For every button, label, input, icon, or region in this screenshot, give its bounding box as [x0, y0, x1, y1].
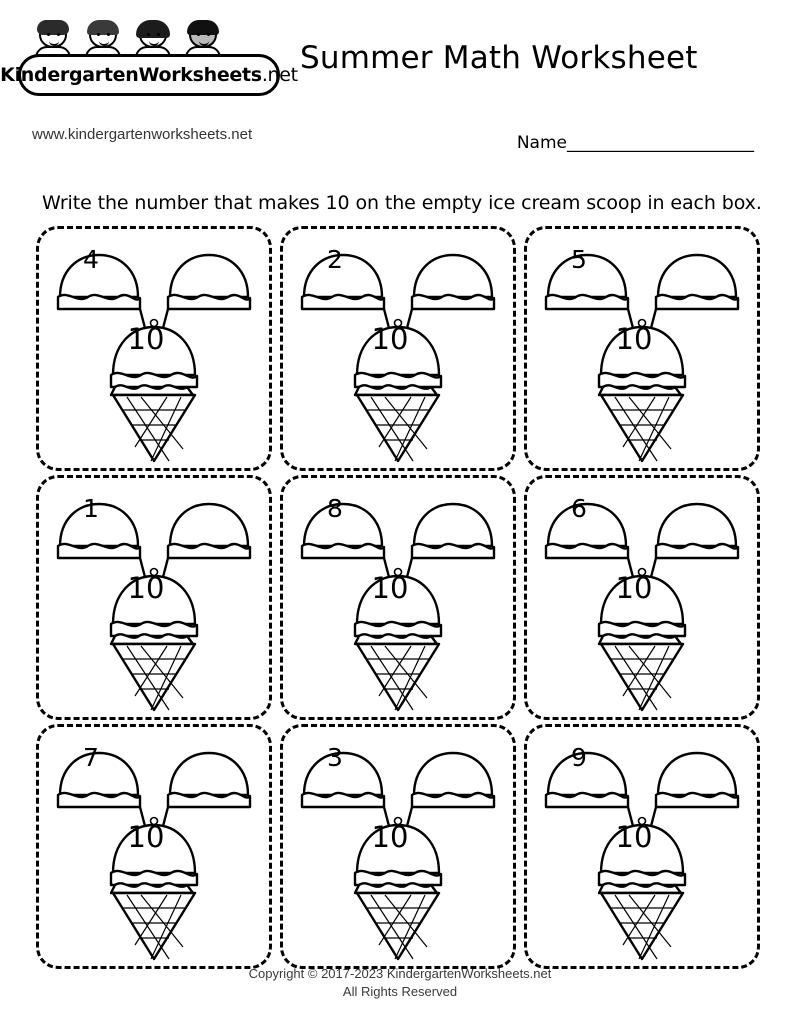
page-title: Summer Math Worksheet	[300, 40, 698, 76]
sum-number: 10	[127, 322, 165, 356]
given-number: 7	[83, 743, 99, 772]
sum-number: 10	[371, 820, 409, 854]
given-number: 1	[83, 494, 99, 523]
given-number: 8	[327, 494, 343, 523]
logo-text	[0, 64, 298, 86]
site-url: www.kindergartenworksheets.net	[32, 126, 253, 143]
given-number: 5	[571, 245, 587, 274]
problem-cell[interactable]	[280, 724, 516, 969]
site-logo[interactable]	[0, 18, 298, 143]
problem-cell[interactable]	[524, 724, 760, 969]
sum-number: 10	[615, 571, 653, 605]
given-number: 4	[83, 245, 99, 274]
logo-text-part2: Worksheets	[138, 64, 262, 86]
sum-number: 10	[127, 820, 165, 854]
problem-cell[interactable]	[36, 226, 272, 471]
page-header	[0, 0, 800, 175]
sum-number: 10	[615, 820, 653, 854]
footer	[0, 966, 800, 999]
logo-text-tld: .net	[261, 64, 298, 86]
footer-copyright: Copyright © 2017-2023 KindergartenWorksheets.net	[248, 966, 552, 981]
problem-cell[interactable]	[280, 226, 516, 471]
problem-cell[interactable]	[36, 724, 272, 969]
given-number: 6	[571, 494, 587, 523]
sum-number: 10	[371, 322, 409, 356]
sum-number: 10	[615, 322, 653, 356]
problem-cell[interactable]	[524, 475, 760, 720]
problem-cell[interactable]	[36, 475, 272, 720]
given-number: 3	[327, 743, 343, 772]
given-number: 2	[327, 245, 343, 274]
logo-pill	[0, 54, 298, 96]
logo-badge	[0, 18, 298, 104]
problem-cell[interactable]	[280, 475, 516, 720]
given-number: 9	[571, 743, 587, 772]
instructions-text: Write the number that makes 10 on the empty ice cream scoop in each box.	[42, 192, 762, 214]
footer-rights: All Rights Reserved	[342, 984, 458, 999]
problem-grid	[36, 226, 764, 969]
sum-number: 10	[371, 571, 409, 605]
problem-cell[interactable]	[524, 226, 760, 471]
name-field-label[interactable]: Name______________________	[516, 133, 754, 153]
sum-number: 10	[127, 571, 165, 605]
logo-text-part1: Kindergarten	[0, 64, 139, 86]
